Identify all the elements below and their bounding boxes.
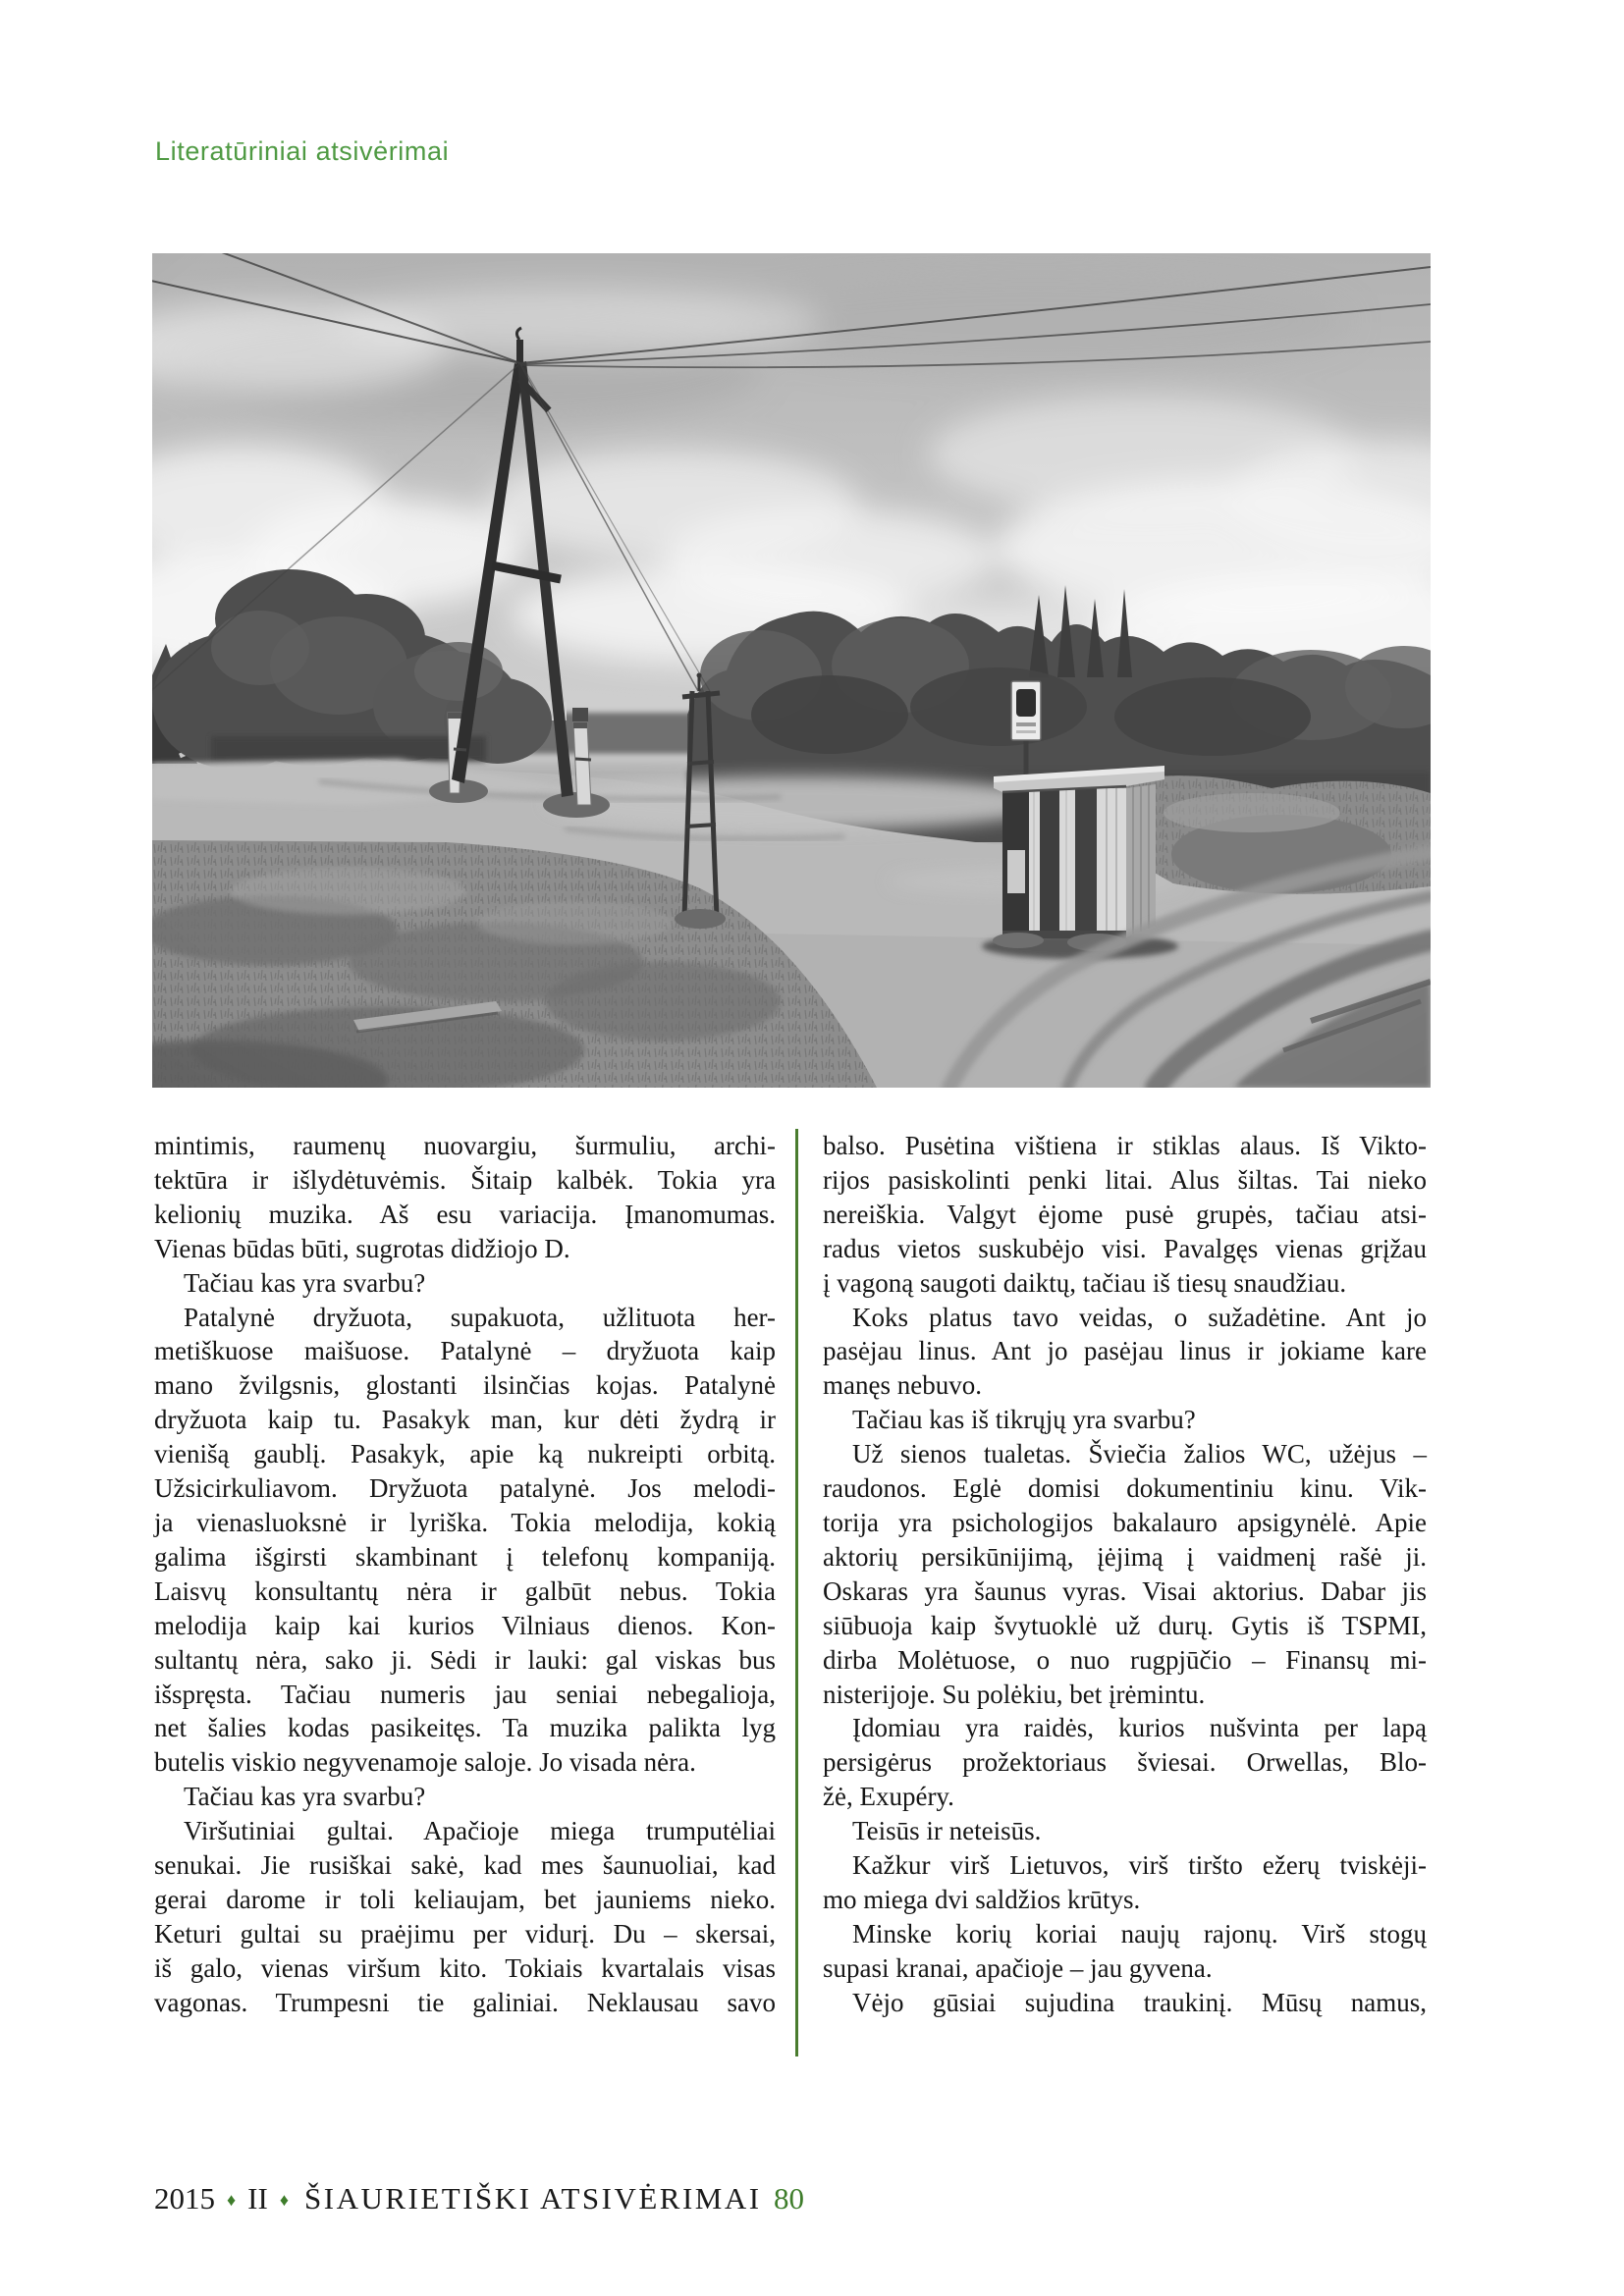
text-line: Tačiau kas yra svarbu? — [184, 1267, 426, 1298]
text-line: Patalynė dryžuota, supakuota, užlituota her- — [184, 1302, 776, 1332]
text-line: iš galo, vienas viršum kito. Tokiais kvartalais visas — [154, 1952, 776, 1983]
text-line: Kažkur virš Lietuvos, virš tiršto ežerų tviskėji- — [852, 1850, 1427, 1881]
text-line: išspręsta. Tačiau numeris jau seniai nebegalioja, — [154, 1679, 776, 1709]
text-line: mintimis, raumenų nuovargiu, šurmuliu, archi- — [154, 1131, 776, 1160]
footer — [154, 2181, 762, 2216]
text-line: Už sienos tualetas. Šviečia žalios WC, užėjus – — [852, 1439, 1427, 1469]
text-line: supasi kranai, apačioje – jau gyvena. — [823, 1952, 1213, 1983]
text-line: Teisūs ir neteisūs. — [852, 1816, 1042, 1846]
text-line: Viršutiniai gultai. Apačioje miega trumputėliai — [184, 1816, 776, 1846]
text-line: ja vienasluoksnė ir lyriška. Tokia melodija, kokią — [154, 1507, 776, 1537]
text-line: persigėrus prožektoriaus šviesai. Orwellas, Blo- — [823, 1747, 1427, 1778]
text-column-left — [154, 1129, 776, 2020]
footer-year: 2015 — [154, 2181, 215, 2216]
photograph — [152, 253, 1431, 1088]
text-line: rijos pasiskolinti penki litai. Alus šiltas. Tai nieko — [823, 1164, 1427, 1195]
diamond-icon: ♦ — [279, 2189, 289, 2210]
footer-issue: II — [247, 2181, 268, 2216]
diamond-icon: ♦ — [227, 2189, 237, 2210]
text-line: gerai darome ir toli keliaujam, bet jauniems nieko. — [154, 1884, 776, 1914]
text-line: dirba Molėtuose, o nuo rugpjūčio – Finansų mi- — [823, 1644, 1427, 1675]
section-header-title: Literatūriniai atsivėrimai — [155, 136, 450, 166]
text-line: raudonos. Eglė domisi dokumentiniu kinu. Vik- — [823, 1473, 1427, 1504]
text-line: net šalies kodas pasikeitęs. Ta muzika palikta lyg — [154, 1713, 776, 1743]
text-line: kelionių muzika. Aš esu variacija. Įmanomumas. — [154, 1199, 776, 1229]
text-line: nereiškia. Valgyt ėjome pusė grupės, tačiau atsi- — [823, 1199, 1427, 1229]
text-line: mo miega dvi saldžios krūtys. — [823, 1884, 1141, 1914]
text-line: galima išgirsti skambinant į telefonų kompaniją. — [154, 1541, 776, 1572]
text-line: manęs nebuvo. — [823, 1370, 982, 1401]
text-line: butelis viskio negyvenamoje saloje. Jo visada nėra. — [154, 1747, 696, 1778]
text-column-right — [823, 1129, 1427, 2020]
text-line: mano žvilgsnis, glostanti ilsinčias kojas. Patalynė — [154, 1370, 776, 1401]
column-divider-rule — [795, 1129, 798, 2056]
text-line: Tačiau kas iš tikrųjų yra svarbu? — [852, 1405, 1196, 1435]
footer-journal-title: ŠIAURIETIŠKI ATSIVĖRIMAI — [304, 2181, 762, 2216]
text-line: Koks platus tavo veidas, o sužadėtine. Ant jo — [852, 1302, 1427, 1332]
text-line: metiškuose maišuose. Patalynė – dryžuota kaip — [154, 1336, 776, 1366]
text-line: sultantų nėra, sako ji. Sėdi ir lauki: gal viskas bus — [154, 1644, 776, 1675]
text-line: Vienas būdas būti, sugrotas didžiojo D. — [154, 1233, 570, 1263]
text-line: vienišą gaublį. Pasakyk, apie ką nukreipti orbitą. — [154, 1439, 776, 1469]
photo-illustration — [152, 253, 1431, 1088]
text-line: Oskaras yra šaunus vyras. Visai aktorius. Dabar jis — [823, 1575, 1427, 1606]
text-line: melodija kaip kai kurios Vilniaus dienos. Kon- — [154, 1610, 776, 1640]
text-line: radus vietos suskubėjo visi. Pavalgęs vienas grįžau — [823, 1233, 1427, 1263]
text-line: Vėjo gūsiai sujudina traukinį. Mūsų namus, — [852, 1987, 1427, 2017]
text-line: pasėjau linus. Ant jo pasėjau linus ir jokiame kare — [823, 1336, 1427, 1366]
page-number: 80 — [774, 2181, 804, 2216]
text-line: Įdomiau yra raidės, kurios nušvinta per lapą — [852, 1713, 1427, 1743]
text-line: balso. Pusėtina vištiena ir stiklas alaus. Iš Vikto- — [823, 1131, 1427, 1160]
text-line: Keturi gultai su praėjimu per vidurį. Du – skersai, — [154, 1918, 776, 1949]
text-line: Laisvų konsultantų nėra ir galbūt nebus. Tokia — [154, 1575, 776, 1606]
text-line: žė, Exupéry. — [823, 1782, 954, 1812]
text-line: vagonas. Trumpesni tie galiniai. Neklausau savo — [154, 1987, 776, 2017]
text-line: aktorių persikūnijimą, įėjimą į vaidmenį rašė ji. — [823, 1541, 1427, 1572]
text-line: senukai. Jie rusiškai sakė, kad mes šaunuoliai, kad — [154, 1850, 776, 1881]
text-line: Minske korių koriai naujų rajonų. Virš stogų — [852, 1918, 1427, 1949]
text-line: torija yra psichologijos bakalauro apsigynėlė. Apie — [823, 1507, 1427, 1537]
text-line: dryžuota kaip tu. Pasakyk man, kur dėti žydrą ir — [154, 1405, 776, 1435]
text-line: tektūra ir išlydėtuvėmis. Šitaip kalbėk. Tokia yra — [154, 1164, 776, 1195]
text-line: Tačiau kas yra svarbu? — [184, 1782, 426, 1812]
text-line: siūbuoja kaip švytuoklė už durų. Gytis iš TSPMI, — [823, 1610, 1427, 1640]
text-line: į vagoną saugoti daiktų, tačiau iš tiesų snaudžiau. — [823, 1267, 1347, 1298]
text-line: nisterijoje. Su polėkiu, bet įrėmintu. — [823, 1679, 1206, 1709]
text-line: Užsicirkuliavom. Dryžuota patalynė. Jos melodi- — [154, 1473, 776, 1504]
